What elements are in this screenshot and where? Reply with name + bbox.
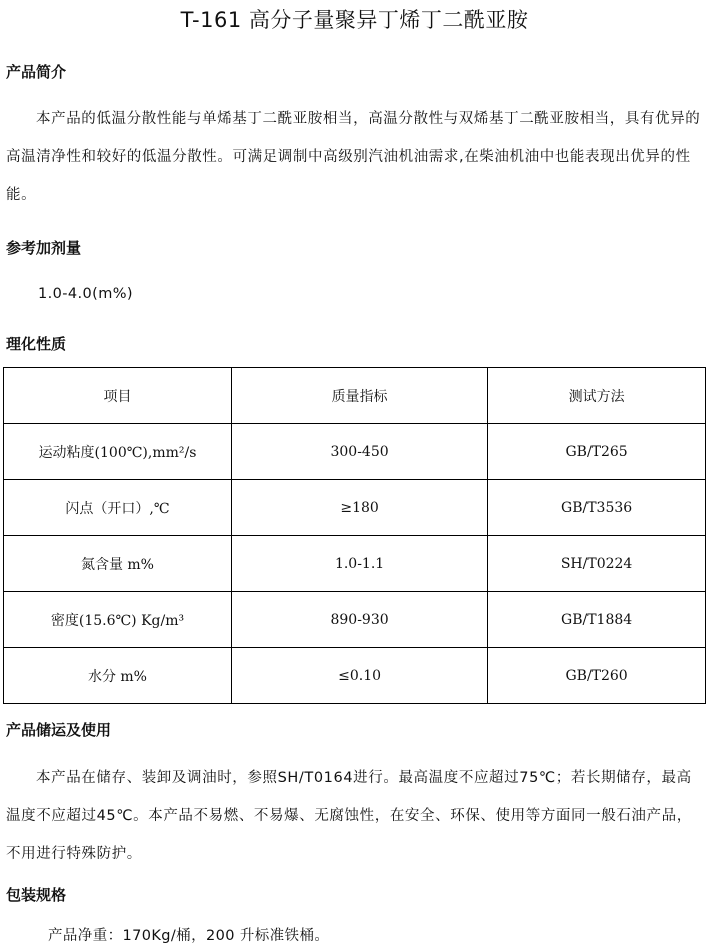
intro-heading: 产品简介 — [6, 63, 67, 81]
cell-spec: 1.0-1.1 — [231, 536, 487, 592]
cell-method: GB/T3536 — [488, 480, 706, 536]
dosage-heading: 参考加剂量 — [6, 239, 82, 257]
cell-item: 水分 m% — [4, 648, 232, 704]
document-title: T-161 高分子量聚异丁烯丁二酰亚胺 — [180, 8, 529, 32]
cell-item: 闪点（开口）,℃ — [4, 480, 232, 536]
table-header-row — [4, 368, 706, 424]
intro-paragraph: 本产品的低温分散性能与单烯基丁二酰亚胺相当，高温分散性与双烯基丁二酰亚胺相当，具有优异的高温清净性和较好的低温分散性。可满足调制中高级别汽油机油需求,在柴油机油中也能表现出优异的性能。 — [6, 111, 701, 203]
cell-item: 氮含量 m% — [4, 536, 232, 592]
storage-paragraph: 本产品在储存、装卸及调油时，参照SH/T0164进行。最高温度不应超过75℃；若长期储存，最高温度不应超过45℃。本产品不易燃、不易爆、无腐蚀性，在安全、环保、使用等方面同一般石油产品，不用进行特殊防护。 — [6, 770, 692, 862]
cell-spec: ≥180 — [231, 480, 487, 536]
table-row — [4, 648, 706, 704]
cell-method: GB/T1884 — [488, 592, 706, 648]
cell-spec: 300-450 — [231, 424, 487, 480]
column-header-item: 项目 — [4, 368, 232, 424]
properties-heading: 理化性质 — [6, 335, 67, 353]
cell-item: 运动粘度(100℃),mm²/s — [4, 424, 232, 480]
column-header-spec: 质量指标 — [231, 368, 487, 424]
cell-spec: ≤0.10 — [231, 648, 487, 704]
storage-heading: 产品储运及使用 — [6, 721, 112, 739]
cell-method: GB/T260 — [488, 648, 706, 704]
cell-item: 密度(15.6℃) Kg/m³ — [4, 592, 232, 648]
table-row — [4, 480, 706, 536]
cell-spec: 890-930 — [231, 592, 487, 648]
packaging-heading: 包装规格 — [6, 886, 67, 904]
cell-method: GB/T265 — [488, 424, 706, 480]
table-row — [4, 536, 706, 592]
column-header-method: 测试方法 — [488, 368, 706, 424]
table-row — [4, 592, 706, 648]
packaging-text: 产品净重：170Kg/桶，200 升标准铁桶。 — [48, 928, 330, 944]
dosage-value: 1.0-4.0(m%) — [38, 286, 133, 302]
properties-table — [3, 367, 706, 704]
cell-method: SH/T0224 — [488, 536, 706, 592]
table-row — [4, 424, 706, 480]
